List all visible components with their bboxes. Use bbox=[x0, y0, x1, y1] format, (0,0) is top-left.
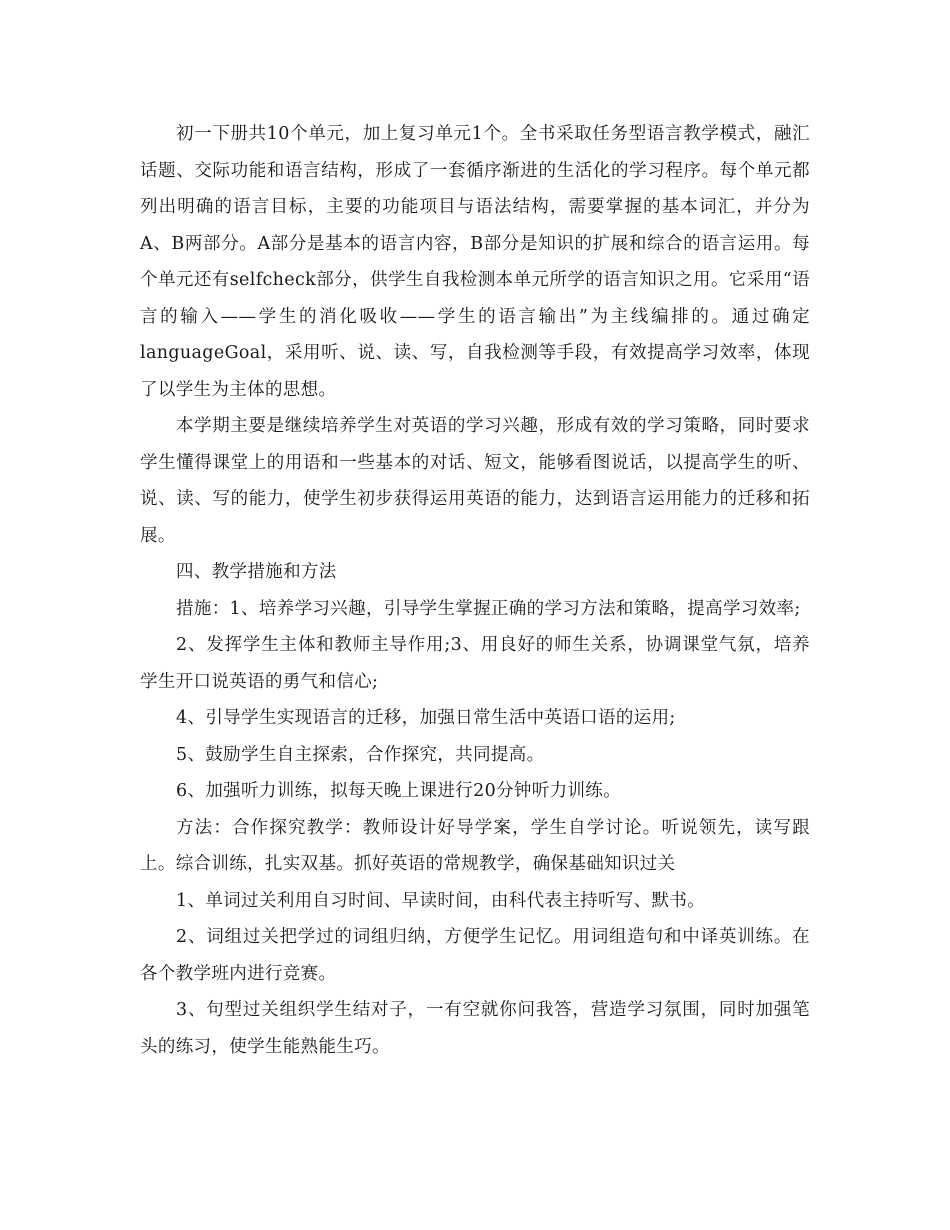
paragraph-measure-5: 5、鼓励学生自主探索，合作探究，共同提高。 bbox=[176, 744, 545, 765]
paragraph-method-2: 2、词组过关把学过的词组归纳，方便学生记忆。用词组造句和中译英训练。在各个教学班内进行竞赛。 bbox=[140, 927, 810, 984]
paragraph-measure-4: 4、引导学生实现语言的迁移，加强日常生活中英语口语的运用; bbox=[176, 708, 676, 728]
section-heading-measures-methods: 四、教学措施和方法 bbox=[176, 562, 337, 582]
paragraph-measure-1: 措施：1、培养学习兴趣，引导学生掌握正确的学习方法和策略，提高学习效率; bbox=[176, 598, 801, 619]
paragraph-measure-6: 6、加强听力训练，拟每天晚上课进行20分钟听力训练。 bbox=[176, 781, 622, 801]
paragraph-method-1: 1、单词过关利用自习时间、早读时间，由科代表主持听写、默书。 bbox=[176, 890, 706, 911]
paragraph-semester-goals: 本学期主要是继续培养学生对英语的学习兴趣，形成有效的学习策略，同时要求学生懂得课堂上的用语和一些基本的对话、短文，能够看图说话，以提高学生的听、说、读、写的能力，使学生初步获得运用英语的能力，达到语言运用能力的迁移和拓展。 bbox=[140, 416, 810, 546]
document-body bbox=[140, 116, 810, 1065]
paragraph-methods: 方法：合作探究教学：教师设计好导学案，学生自学讨论。听说领先，读写跟上。综合训练，扎实双基。抓好英语的常规教学，确保基础知识过关 bbox=[140, 817, 810, 874]
paragraph-measure-2-3: 2、发挥学生主体和教师主导作用;3、用良好的师生关系，协调课堂气氛，培养学生开口说英语的勇气和信心; bbox=[140, 635, 810, 692]
paragraph-textbook-overview: 初一下册共10个单元，加上复习单元1个。全书采取任务型语言教学模式，融汇话题、交际功能和语言结构，形成了一套循序渐进的生活化的学习程序。每个单元都列出明确的语言目标，主要的功能项目与语法结构，需要掌握的基本词汇，并分为A、B两部分。A部分是基本的语言内容，B部分是知识的扩展和综合的语言运用。每个单元还有selfcheck部分，供学生自我检测本单元所学的语言知识之用。它采用“语言的输入——学生的消化吸收——学生的语言输出”为主线编排的。通过确定languageGoal，采用听、说、读、写，自我检测等手段，有效提高学习效率，体现了以学生为主体的思想。 bbox=[140, 124, 810, 400]
paragraph-method-3: 3、句型过关组织学生结对子，一有空就你问我答，营造学习氛围，同时加强笔头的练习，使学生能熟能生巧。 bbox=[140, 1000, 810, 1057]
